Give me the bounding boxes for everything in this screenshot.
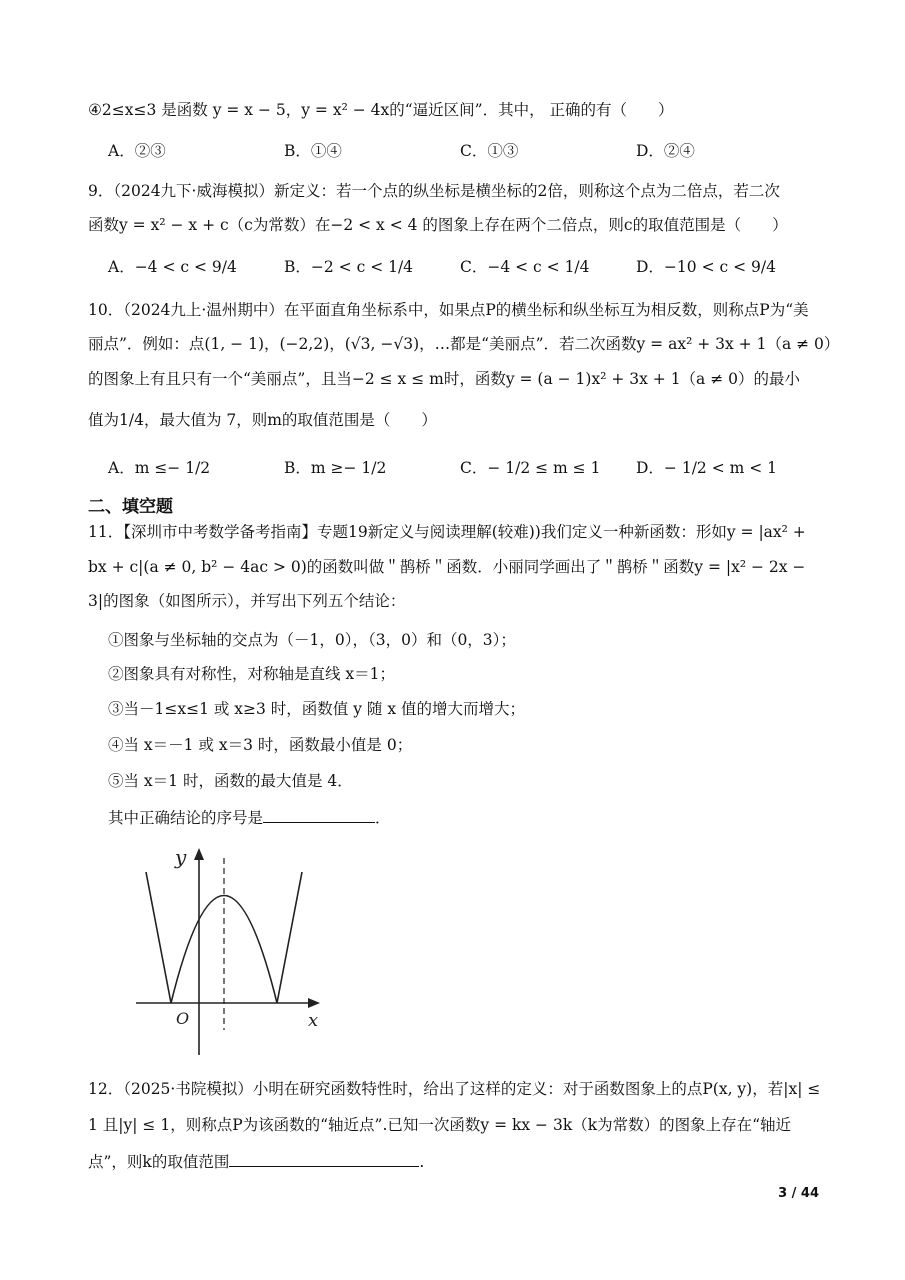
q11-answer-line [108, 806, 391, 829]
q11-answer-prompt: 其中正确结论的序号是 [108, 809, 264, 827]
q12-line-2: 1 且|y| ≤ 1，则称点P为该函数的“轴近点”.已知一次函数y = kx − 3k（k为常数）的图象上存在“轴近 [88, 1116, 792, 1134]
x-axis-label: x [308, 1010, 319, 1031]
page-number: 3 / 44 [778, 1186, 819, 1201]
q11-line-1: 11．【深圳市中考数学备考指南】专题19新定义与阅读理解(较难))我们定义一种新函数：形如y = |ax² + [88, 523, 806, 541]
origin-label: O [176, 1009, 190, 1028]
q12-line-3-end: . [419, 1153, 425, 1171]
q8-statement-4: ④2≤x≤3 是函数 y = x − 5，y = x² − 4x的“逼近区间”．其中， 正确的有（ ） [88, 101, 674, 119]
q8-option-d: D．②④ [636, 142, 695, 160]
q9-line-2: 函数y = x² − x + c（c为常数）在−2 < x < 4 的图象上存在两个二倍点，则c的取值范围是（ ） [88, 216, 788, 234]
q11-answer-blank[interactable] [263, 806, 375, 823]
y-axis-label: y [175, 845, 187, 869]
q11-conclusion-4: ④当 x＝－1 或 x＝3 时，函数最小值是 0； [108, 736, 413, 754]
q11-conclusion-2: ②图象具有对称性，对称轴是直线 x＝1； [108, 665, 396, 683]
q12-line-3: 点”，则k的取值范围 [88, 1153, 230, 1171]
q9-option-a: A．−4 < c < 9/4 [108, 258, 237, 276]
q9-option-d: D．−10 < c < 9/4 [636, 258, 776, 276]
q12-line-1: 12．（2025·书院模拟）小明在研究函数特性时，给出了这样的定义：对于函数图象上的点P(x, y)，若|x| ≤ [88, 1080, 821, 1098]
q10-line-1: 10．（2024九上·温州期中）在平面直角坐标系中，如果点P的横坐标和纵坐标互为相反数，则称点P为“美 [88, 301, 809, 319]
q11-function-graph [128, 840, 338, 1060]
q11-line-2: bx + c|(a ≠ 0, b² − 4ac > 0)的函数叫做＂鹊桥＂函数．小丽同学画出了＂鹊桥＂函数y = |x² − 2x − [88, 558, 806, 576]
x-axis-arrow-icon [308, 998, 320, 1008]
q8-option-b: B．①④ [284, 142, 342, 160]
q11-answer-end: ． [375, 809, 391, 827]
q11-line-3: 3|的图象（如图所示），并写出下列五个结论： [88, 592, 406, 610]
q9-option-c: C．−4 < c < 1/4 [460, 258, 590, 276]
q8-option-c: C．①③ [460, 142, 519, 160]
q12-answer-blank[interactable] [229, 1150, 419, 1167]
q10-option-d: D．− 1/2 < m < 1 [636, 459, 778, 477]
section-heading: 二、填空题 [88, 497, 173, 517]
q12-line-3-wrap [88, 1150, 424, 1173]
q9-line-1: 9．（2024九下·威海模拟）新定义：若一个点的纵坐标是横坐标的2倍，则称这个点为二倍点，若二次 [88, 182, 780, 200]
q11-conclusion-3: ③当－1≤x≤1 或 x≥3 时，函数值 y 随 x 值的增大而增大； [108, 700, 526, 718]
q10-line-4: 值为1/4，最大值为 7，则m的取值范围是（ ） [88, 411, 437, 429]
q11-conclusion-1: ①图象与坐标轴的交点为（－1，0），（3，0）和（0，3）； [108, 631, 516, 649]
q10-option-a: A．m ≤− 1/2 [108, 459, 211, 477]
q8-option-a: A．②③ [108, 142, 166, 160]
q10-option-c: C．− 1/2 ≤ m ≤ 1 [460, 459, 601, 477]
q9-option-b: B．−2 < c < 1/4 [284, 258, 414, 276]
q10-line-2: 丽点”．例如：点(1, − 1)，(−2,2)，(√3, −√3)，…都是“美丽点”．若二次函数y = ax² + 3x + 1（a ≠ 0） [88, 335, 840, 353]
q10-option-b: B．m ≥− 1/2 [284, 459, 387, 477]
q11-conclusion-5: ⑤当 x＝1 时，函数的最大值是 4． [108, 772, 353, 790]
q10-line-3: 的图象上有且只有一个“美丽点”，且当−2 ≤ x ≤ m时，函数y = (a − 1)x² + 3x + 1（a ≠ 0）的最小 [88, 370, 801, 388]
y-axis-arrow-icon [194, 848, 204, 860]
